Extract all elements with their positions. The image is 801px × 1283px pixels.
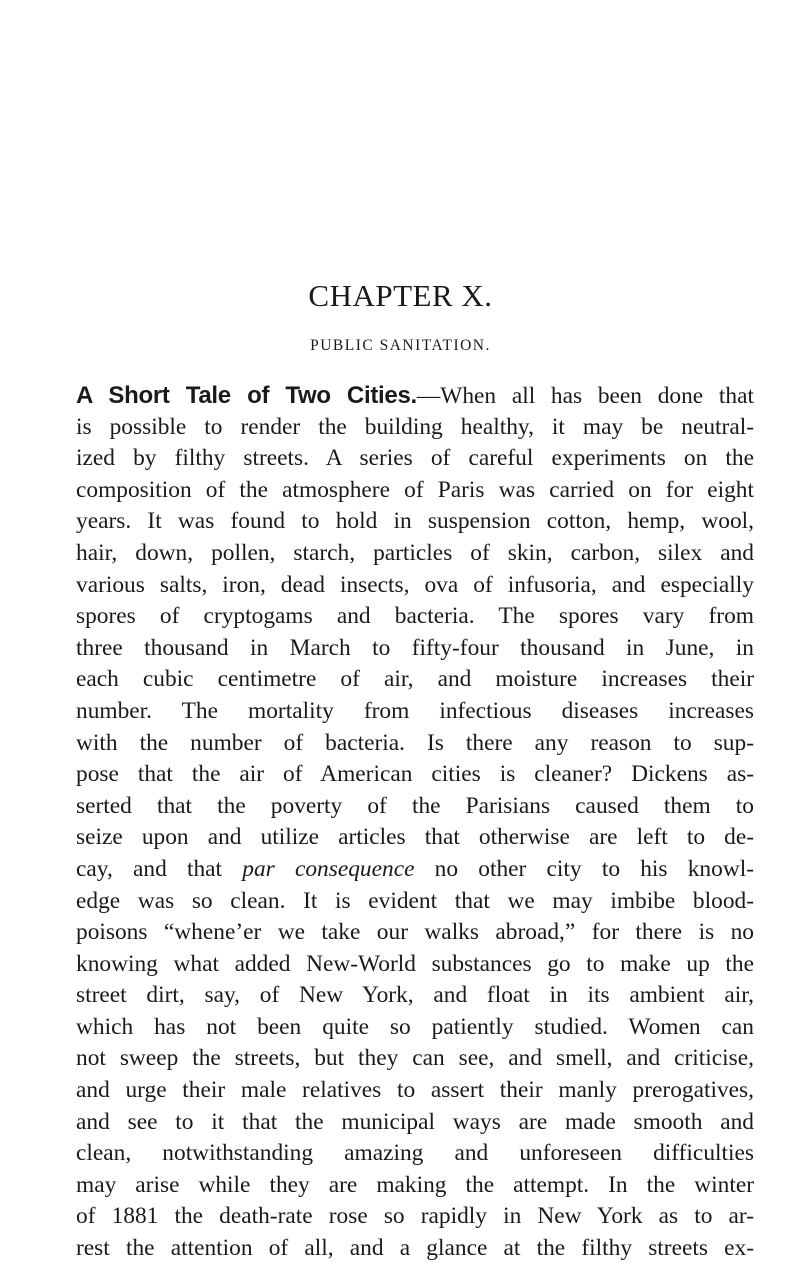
text-line	[76, 538, 754, 570]
text-line	[76, 1107, 754, 1139]
text-run: ized by filthy streets. A series of careful experiments on the	[76, 445, 754, 472]
text-line	[76, 1075, 754, 1107]
text-run: number. The mortality from infectious diseases increases	[76, 697, 754, 724]
text-run: no other city to his knowl-	[414, 855, 754, 882]
text-run: is possible to render the building healthy, it may be neutral-	[76, 413, 754, 440]
text-line	[76, 1043, 754, 1075]
text-line	[76, 886, 754, 918]
text-line	[76, 1138, 754, 1170]
text-line	[76, 822, 754, 854]
text-line	[76, 633, 754, 665]
text-line	[76, 475, 754, 507]
text-run: street dirt, say, of New York, and float in its ambient air,	[76, 982, 754, 1009]
text-line	[76, 664, 754, 696]
text-run: poisons “whene’er we take our walks abroad,” for there is no	[76, 919, 754, 946]
italic-phrase: par consequence	[242, 855, 415, 882]
text-run: cay, and that	[76, 855, 243, 882]
text-line	[76, 696, 754, 728]
text-run: hair, down, pollen, starch, particles of skin, carbon, silex and	[76, 539, 754, 566]
chapter-title: CHAPTER X.	[308, 278, 493, 313]
text-run: three thousand in March to fifty-four thousand in June, in	[76, 634, 754, 661]
paragraph-heading: A Short Tale of Two Cities.	[76, 382, 417, 409]
text-run: edge was so clean. It is evident that we may imbibe blood-	[76, 887, 754, 914]
text-run: of 1881 the death-rate rose so rapidly in New York as to ar-	[76, 1203, 754, 1230]
text-line	[76, 949, 754, 981]
text-run: years. It was found to hold in suspension cotton, hemp, wool,	[76, 508, 754, 535]
text-line	[76, 1201, 754, 1233]
text-run: and urge their male relatives to assert their manly prerogatives,	[76, 1077, 754, 1104]
text-line	[76, 728, 754, 760]
text-line	[76, 570, 754, 602]
text-line	[76, 759, 754, 791]
text-line	[76, 791, 754, 823]
text-line	[76, 1012, 754, 1044]
text-line	[76, 506, 754, 538]
text-run: and see to it that the municipal ways are made smooth and	[76, 1108, 754, 1135]
text-line	[76, 980, 754, 1012]
section-title: PUBLIC SANITATION.	[310, 337, 491, 354]
text-run: which has not been quite so patiently studied. Women can	[76, 1013, 754, 1040]
text-run: each cubic centimetre of air, and moisture increases their	[76, 666, 754, 693]
text-run: knowing what added New-World substances go to make up the	[76, 950, 754, 977]
text-run: —When all has been done that	[416, 383, 754, 409]
text-run: seize upon and utilize articles that otherwise are left to de-	[76, 824, 754, 851]
text-run: not sweep the streets, but they can see, and smell, and criticise,	[76, 1045, 754, 1072]
text-line	[76, 380, 754, 412]
text-line	[76, 1170, 754, 1202]
text-line	[76, 854, 754, 886]
body-paragraph	[76, 380, 754, 1265]
text-run: various salts, iron, dead insects, ova of infusoria, and especially	[76, 571, 754, 598]
text-line	[76, 1233, 754, 1265]
text-line	[76, 601, 754, 633]
text-run: with the number of bacteria. Is there any reason to sup-	[76, 729, 754, 756]
text-run: spores of cryptogams and bacteria. The spores vary from	[76, 603, 754, 630]
text-run: composition of the atmosphere of Paris was carried on for eight	[76, 476, 754, 503]
text-run: clean, notwithstanding amazing and unforeseen difficulties	[76, 1140, 754, 1167]
text-line	[76, 443, 754, 475]
text-run: serted that the poverty of the Parisians caused them to	[76, 792, 754, 819]
text-line	[76, 412, 754, 444]
text-run: rest the attention of all, and a glance at the filthy streets ex-	[76, 1235, 754, 1262]
text-run: pose that the air of American cities is cleaner? Dickens as-	[76, 761, 754, 788]
text-line	[76, 917, 754, 949]
text-run: may arise while they are making the attempt. In the winter	[76, 1171, 754, 1198]
